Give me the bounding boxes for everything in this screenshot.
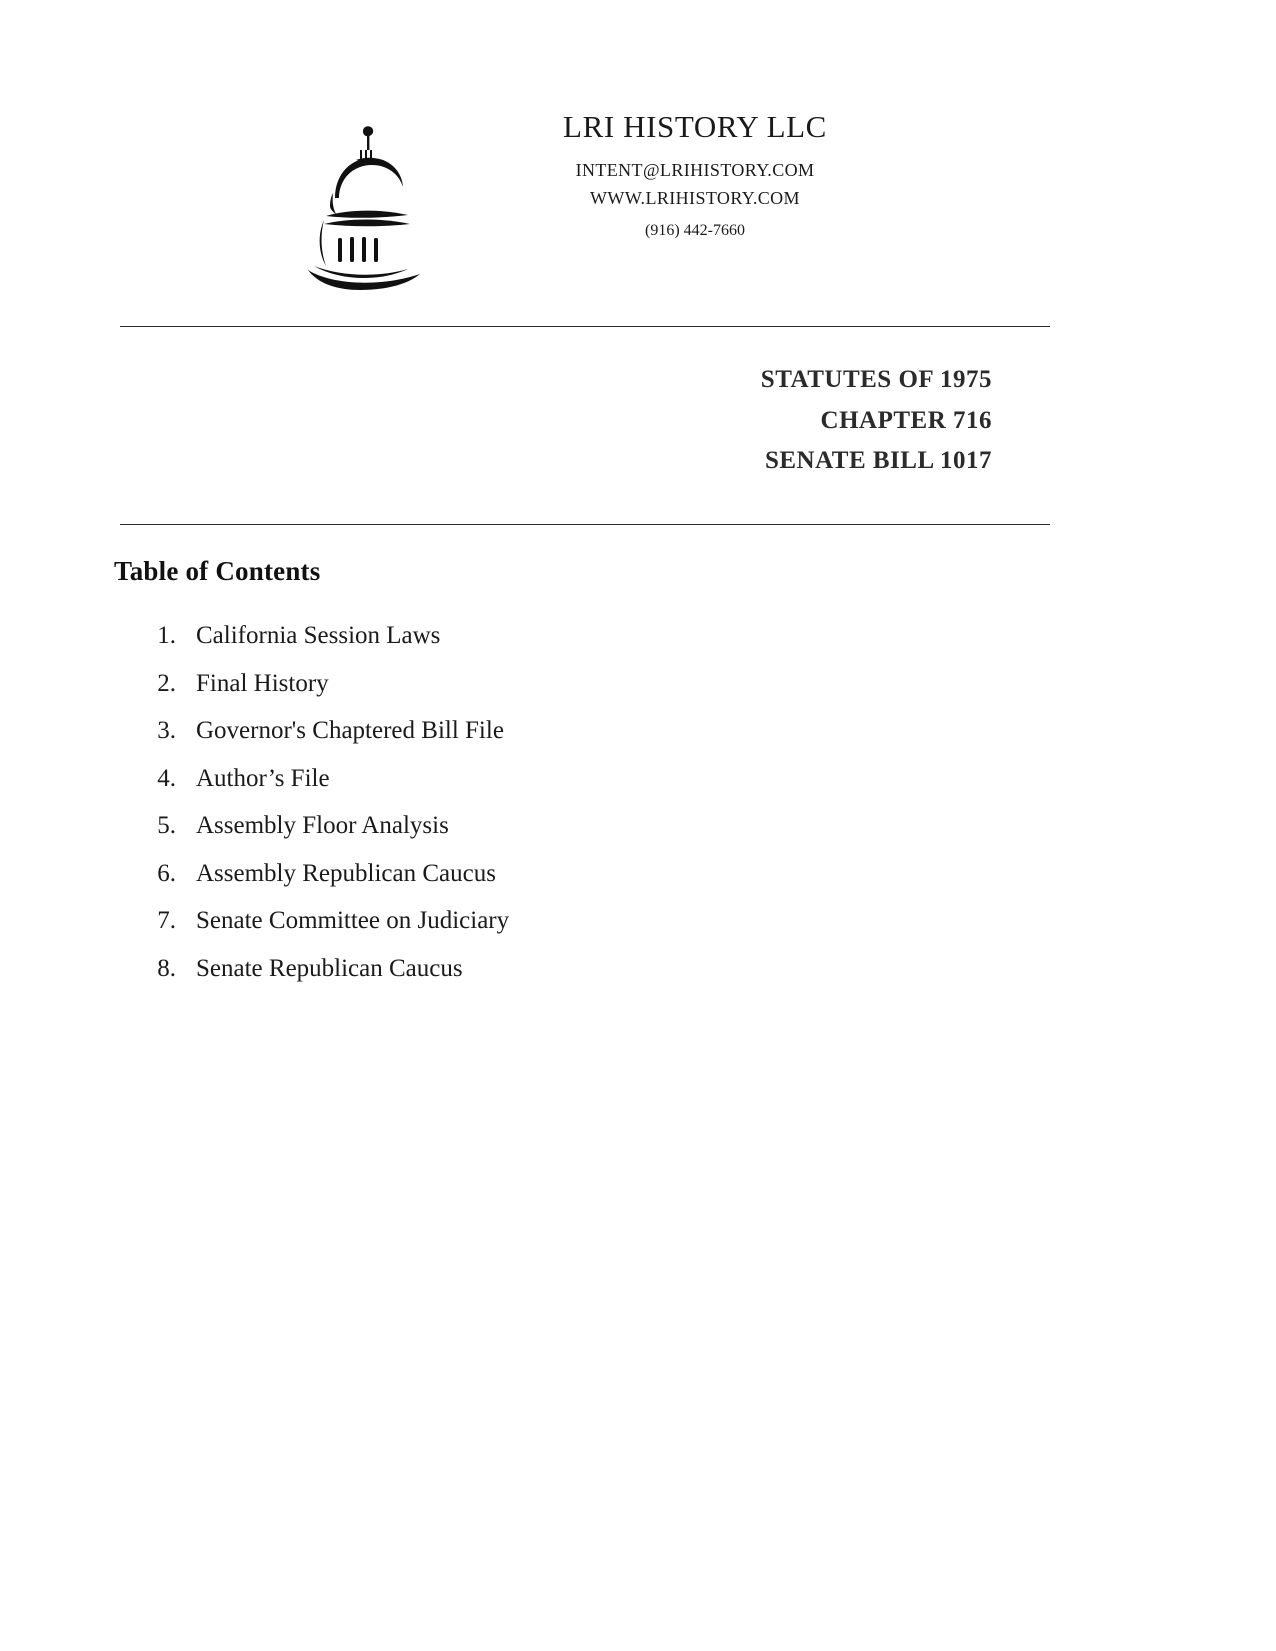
bill-number: SENATE BILL 1017 xyxy=(764,447,992,474)
contact-phone: (916) 442-7660 xyxy=(645,221,745,239)
list-item xyxy=(140,755,940,803)
divider-bottom xyxy=(120,524,1050,525)
list-item-label: Author’s File xyxy=(196,764,330,792)
statutes-year: STATUTES OF 1975 xyxy=(760,366,992,393)
list-item-label: Final History xyxy=(196,669,329,697)
list-item xyxy=(140,707,940,755)
list-item-label: Assembly Republican Caucus xyxy=(196,859,496,887)
list-item-number: 4. xyxy=(157,764,176,792)
letterhead xyxy=(0,108,1276,295)
divider-top xyxy=(120,326,1050,327)
chapter-number: CHAPTER 716 xyxy=(820,406,992,434)
list-item-label: California Session Laws xyxy=(196,622,441,649)
letterhead-text xyxy=(480,108,910,243)
list-item xyxy=(140,660,940,708)
list-item-number: 1. xyxy=(157,622,176,649)
list-item-label: Senate Committee on Judiciary xyxy=(196,907,510,934)
list-item xyxy=(140,945,940,993)
list-item xyxy=(140,612,940,660)
contact-email: INTENT@LRIHISTORY.COM xyxy=(575,160,815,181)
list-item-number: 7. xyxy=(157,907,176,934)
list-item xyxy=(140,850,940,898)
organization-name: LRI HISTORY LLC xyxy=(563,109,827,144)
list-item xyxy=(140,897,940,945)
list-item-label: Assembly Floor Analysis xyxy=(196,812,449,839)
document-title-block xyxy=(120,360,992,482)
table-of-contents-heading: Table of Contents xyxy=(114,556,321,586)
capitol-dome-logo-icon xyxy=(290,108,470,295)
list-item-number: 3. xyxy=(157,717,176,744)
list-item-number: 2. xyxy=(157,669,176,697)
list-item-number: 8. xyxy=(157,954,176,982)
contact-website: WWW.LRIHISTORY.COM xyxy=(590,188,800,209)
list-item-number: 5. xyxy=(157,812,176,839)
list-item xyxy=(140,802,940,850)
table-of-contents-list xyxy=(140,612,940,992)
list-item-number: 6. xyxy=(157,859,176,887)
list-item-label: Governor's Chaptered Bill File xyxy=(196,717,504,744)
list-item-label: Senate Republican Caucus xyxy=(196,954,463,982)
